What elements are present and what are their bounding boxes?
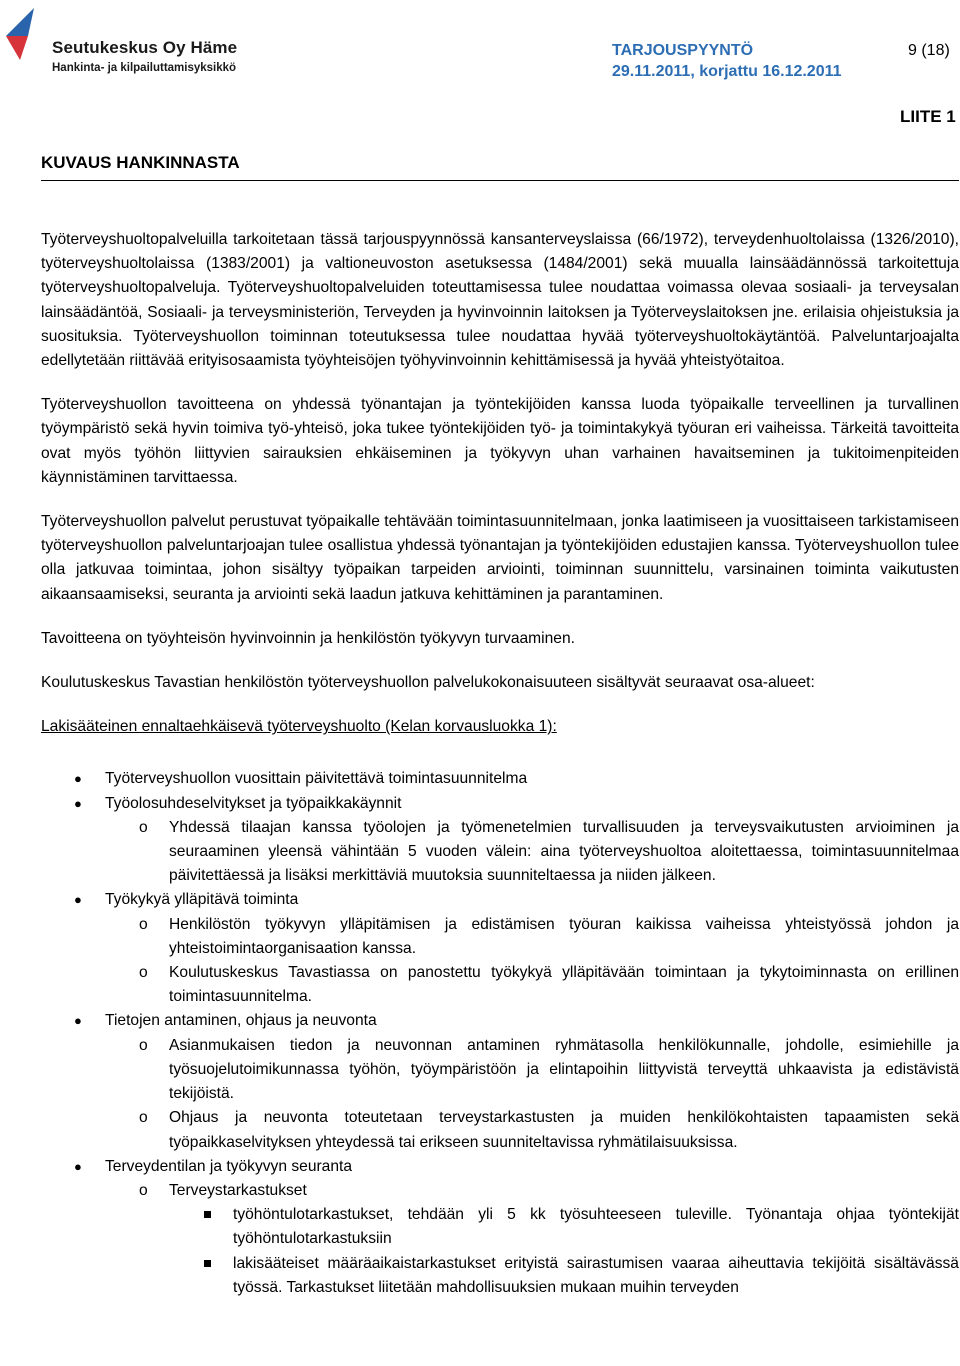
list-item	[41, 792, 959, 889]
sub-list-item: o Koulutuskeskus Tavastiassa on panostettu työkykyä ylläpitävään toimintaan ja tykytoiminnasta on erillinen toimintasuunnitelma.	[105, 961, 959, 1009]
sub-list-item: o Henkilöstön työkyvyn ylläpitämisen ja edistämisen työuran kaikissa vaiheissa yhteistyössä johdon ja yhteistoimintaorganisaation kanssa.	[105, 913, 959, 961]
sub-list-item: o Asianmukaisen tiedon ja neuvonnan antaminen ryhmätasolla henkilökunnalle, johdolle, esimiehille ja työsuojelutoimikunnassa työhön, työympäristöön ja elintapoihin liittyvistä terveyttä uhkaavista ja edistävistä tekijöistä.	[105, 1034, 959, 1107]
section-title: KUVAUS HANKINNASTA	[41, 153, 240, 172]
sub-list	[105, 816, 959, 889]
list-item-text: Tietojen antaminen, ohjaus ja neuvonta	[105, 1012, 377, 1030]
paragraph: Tavoitteena on työyhteisön hyvinvoinnin ja henkilöstön työkyvyn turvaaminen.	[41, 629, 575, 647]
appendix-label: LIITE 1	[900, 107, 956, 126]
paragraph: Koulutuskeskus Tavastian henkilöstön työterveyshuollon palvelukokonaisuuteen sisältyvät seuraavat osa-alueet:	[41, 674, 815, 692]
list-item	[41, 1009, 959, 1154]
list-item-text: Työkykyä ylläpitävä toiminta	[105, 891, 299, 909]
list-item	[41, 767, 959, 791]
list-heading: Lakisääteinen ennaltaehkäisevä työterveyshuolto (Kelan korvausluokka 1):	[41, 718, 557, 736]
paragraph: Työterveyshuollon palvelut perustuvat työpaikalle tehtävään toimintasuunnitelmaan, jonka laatimiseen ja vuosittaiseen tarkistamiseen työterveyshuollon palveluntarjoajan tulee osallistua yhdessä työnantajan ja työntekijöiden edustajien kanssa. Työterveyshuollon tulee olla jatkuvaa toimintaa, johon sisältyy työpaikan tarpeiden arviointi, toiminnan suunnittelu, varsinainen toiminta vaikutusten aikaansaamiseksi, seuranta ja arviointi sekä laadun jatkuva kehittäminen ja parantaminen.	[41, 513, 959, 603]
list-item-text: Terveydentilan ja työkyvyn seuranta	[105, 1157, 353, 1175]
logo-mark-icon	[4, 6, 52, 68]
document-date: 29.11.2011, korjattu 16.12.2011	[612, 63, 842, 80]
paragraph: Työterveyshuollon tavoitteena on yhdessä työnantajan ja työntekijöiden kanssa luoda työpaikalle terveellinen ja turvallinen työympäristö sekä hyvin toimiva työ-yhteisö, joka tukee työntekijöiden työ- ja toimintakykyä työuran eri vaiheissa. Tärkeitä tavoitteita ovat myös työhön liittyvien sairauksien ehkäiseminen ja työkyvyn uhan varhainen havaitseminen ja tukitoimenpiteiden käynnistäminen tarvittaessa.	[41, 396, 959, 486]
list-item-text: Työolosuhdeselvitykset ja työpaikkakäynnit	[105, 794, 402, 812]
sub-sub-list	[169, 1203, 959, 1300]
list-item	[41, 888, 959, 1009]
sub-list	[105, 913, 959, 1010]
company-name: Seutukeskus Oy Häme	[52, 38, 238, 57]
list-item-text: Työterveyshuollon vuosittain päivitettävä toimintasuunnitelma	[105, 770, 528, 788]
document-body	[41, 228, 959, 1300]
sub-list-item-text: Terveystarkastukset	[169, 1181, 307, 1199]
service-list	[41, 767, 959, 1299]
paragraph: Työterveyshuoltopalveluilla tarkoitetaan tässä tarjouspyynnössä kansanterveyslaissa (66/1972), terveydenhuoltolaissa (1326/2010), työterveyshuoltolaissa (1383/2001) ja valtioneuvoston asetuksessa (1484/2001) sekä muualla lainsäädännössä tarkoitettuja työterveyshuoltopalveluja. Työterveyshuoltopalveluiden toteuttamisessa tulee noudattaa voimassa olevaa sosiaali- ja terveysalan lainsäädäntöä, Sosiaali- ja terveysministeriön, Terveyden ja hyvinvoinnin laitoksen ja Työterveyslaitoksen jne. erilaisia ohjeistuksia ja suosituksia. Työterveyshuollon toiminnan toteutuksessa tulee noudattaa hyvää työterveyshuoltokäytäntöä. Palveluntarjoajalta edellytetään riittävää erityisosaamista työyhteisöjen työhyvinvoinnin kehittämisessä ja hyvää yhteistyötaitoa.	[41, 231, 959, 370]
header-divider	[41, 180, 959, 181]
sub-list	[105, 1179, 959, 1300]
sub-list-item	[105, 1179, 959, 1300]
page-number: 9 (18)	[908, 42, 950, 59]
sub-sub-list-item: työhöntulotarkastukset, tehdään yli 5 kk työsuhteeseen tuleville. Työnantaja ohjaa työntekijät työhöntulotarkastuksiin	[169, 1203, 959, 1251]
document-type: TARJOUSPYYNTÖ	[612, 42, 754, 59]
company-unit: Hankinta- ja kilpailuttamisyksikkö	[52, 62, 237, 74]
sub-list	[105, 1034, 959, 1155]
sub-sub-list-item: lakisääteiset määräaikaistarkastukset erityistä sairastumisen vaaraa aiheuttavia tekijöitä sisältävässä työssä. Tarkastukset liitetään mahdollisuuksien mukaan muihin terveyden	[169, 1252, 959, 1300]
sub-list-item: o Yhdessä tilaajan kanssa työolojen ja työmenetelmien turvallisuuden ja terveysvaikutusten arvioiminen ja seuraaminen yleensä vähintään 5 vuoden välein: aina työterveyshuoltoa aloitettaessa, toimintasuunnitelmaa päivitettäessä ja lisäksi merkittäviä muutoksia suunniteltaessa ja niiden jälkeen.	[105, 816, 959, 889]
sub-list-item: o Ohjaus ja neuvonta toteutetaan terveystarkastusten ja muiden henkilökohtaisten tapaamisten sekä työpaikkaselvityksen yhteydessä tai erikseen suunniteltavissa ryhmätilaisuuksissa.	[105, 1106, 959, 1154]
company-logo	[4, 6, 254, 76]
list-item	[41, 1155, 959, 1300]
